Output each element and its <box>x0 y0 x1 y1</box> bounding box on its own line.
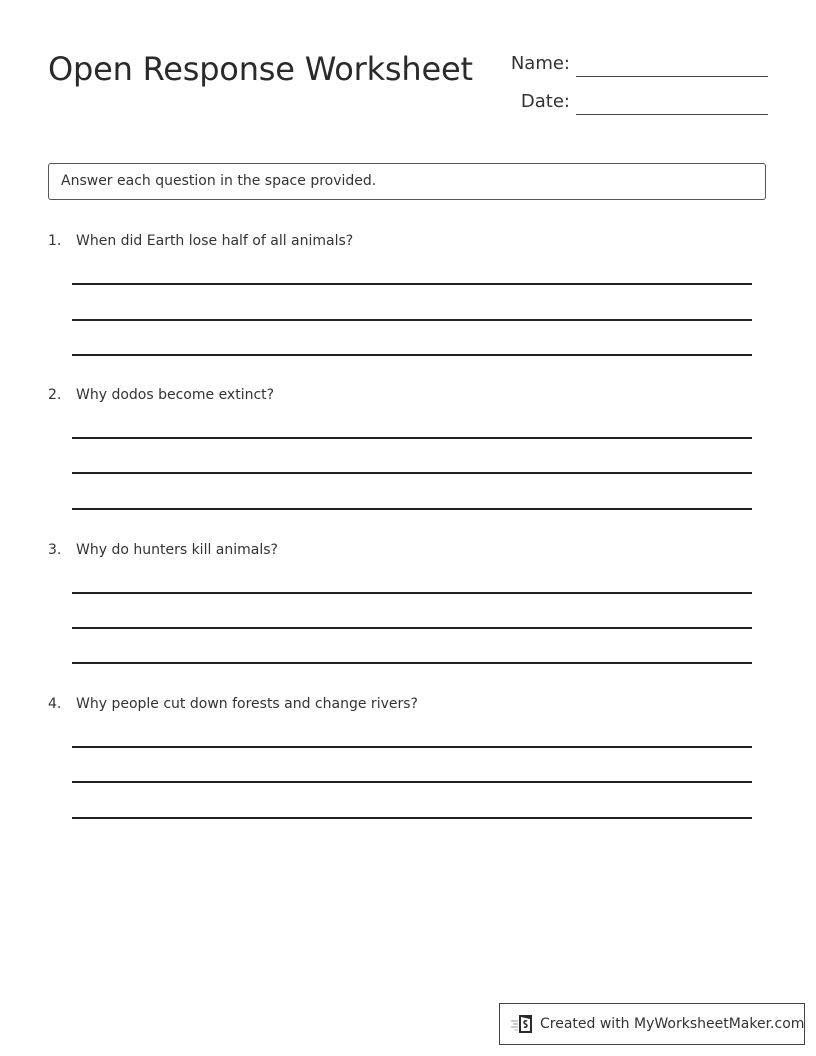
question-number: 1. <box>48 233 62 249</box>
answer-line[interactable] <box>72 817 752 819</box>
question-number: 2. <box>48 387 62 403</box>
question-text: Why people cut down forests and change rivers? <box>76 696 418 712</box>
answer-line[interactable] <box>72 508 752 510</box>
answer-line[interactable] <box>72 283 752 285</box>
footer-credit-box[interactable] <box>499 1003 805 1045</box>
worksheet-maker-logo-icon <box>510 1013 534 1035</box>
footer-credit-text: Created with MyWorksheetMaker.com <box>540 1016 805 1032</box>
answer-line[interactable] <box>72 354 752 356</box>
question-1 <box>48 231 353 251</box>
name-label: Name: <box>510 53 570 74</box>
question-text: Why do hunters kill animals? <box>76 542 278 558</box>
answer-line[interactable] <box>72 319 752 321</box>
date-field-line[interactable] <box>576 114 768 115</box>
page-title: Open Response Worksheet <box>48 50 473 88</box>
answer-line[interactable] <box>72 627 752 629</box>
question-2 <box>48 385 274 405</box>
name-field-line[interactable] <box>576 76 768 77</box>
answer-line[interactable] <box>72 781 752 783</box>
answer-line[interactable] <box>72 437 752 439</box>
question-text: When did Earth lose half of all animals? <box>76 233 354 249</box>
answer-line[interactable] <box>72 472 752 474</box>
question-text: Why dodos become extinct? <box>76 387 275 403</box>
instructions-box: Answer each question in the space provided. <box>48 163 766 200</box>
question-number: 4. <box>48 696 62 712</box>
answer-line[interactable] <box>72 662 752 664</box>
answer-line[interactable] <box>72 592 752 594</box>
question-4 <box>48 694 418 714</box>
answer-line[interactable] <box>72 746 752 748</box>
question-number: 3. <box>48 542 62 558</box>
question-3 <box>48 540 278 560</box>
date-label: Date: <box>520 91 570 112</box>
